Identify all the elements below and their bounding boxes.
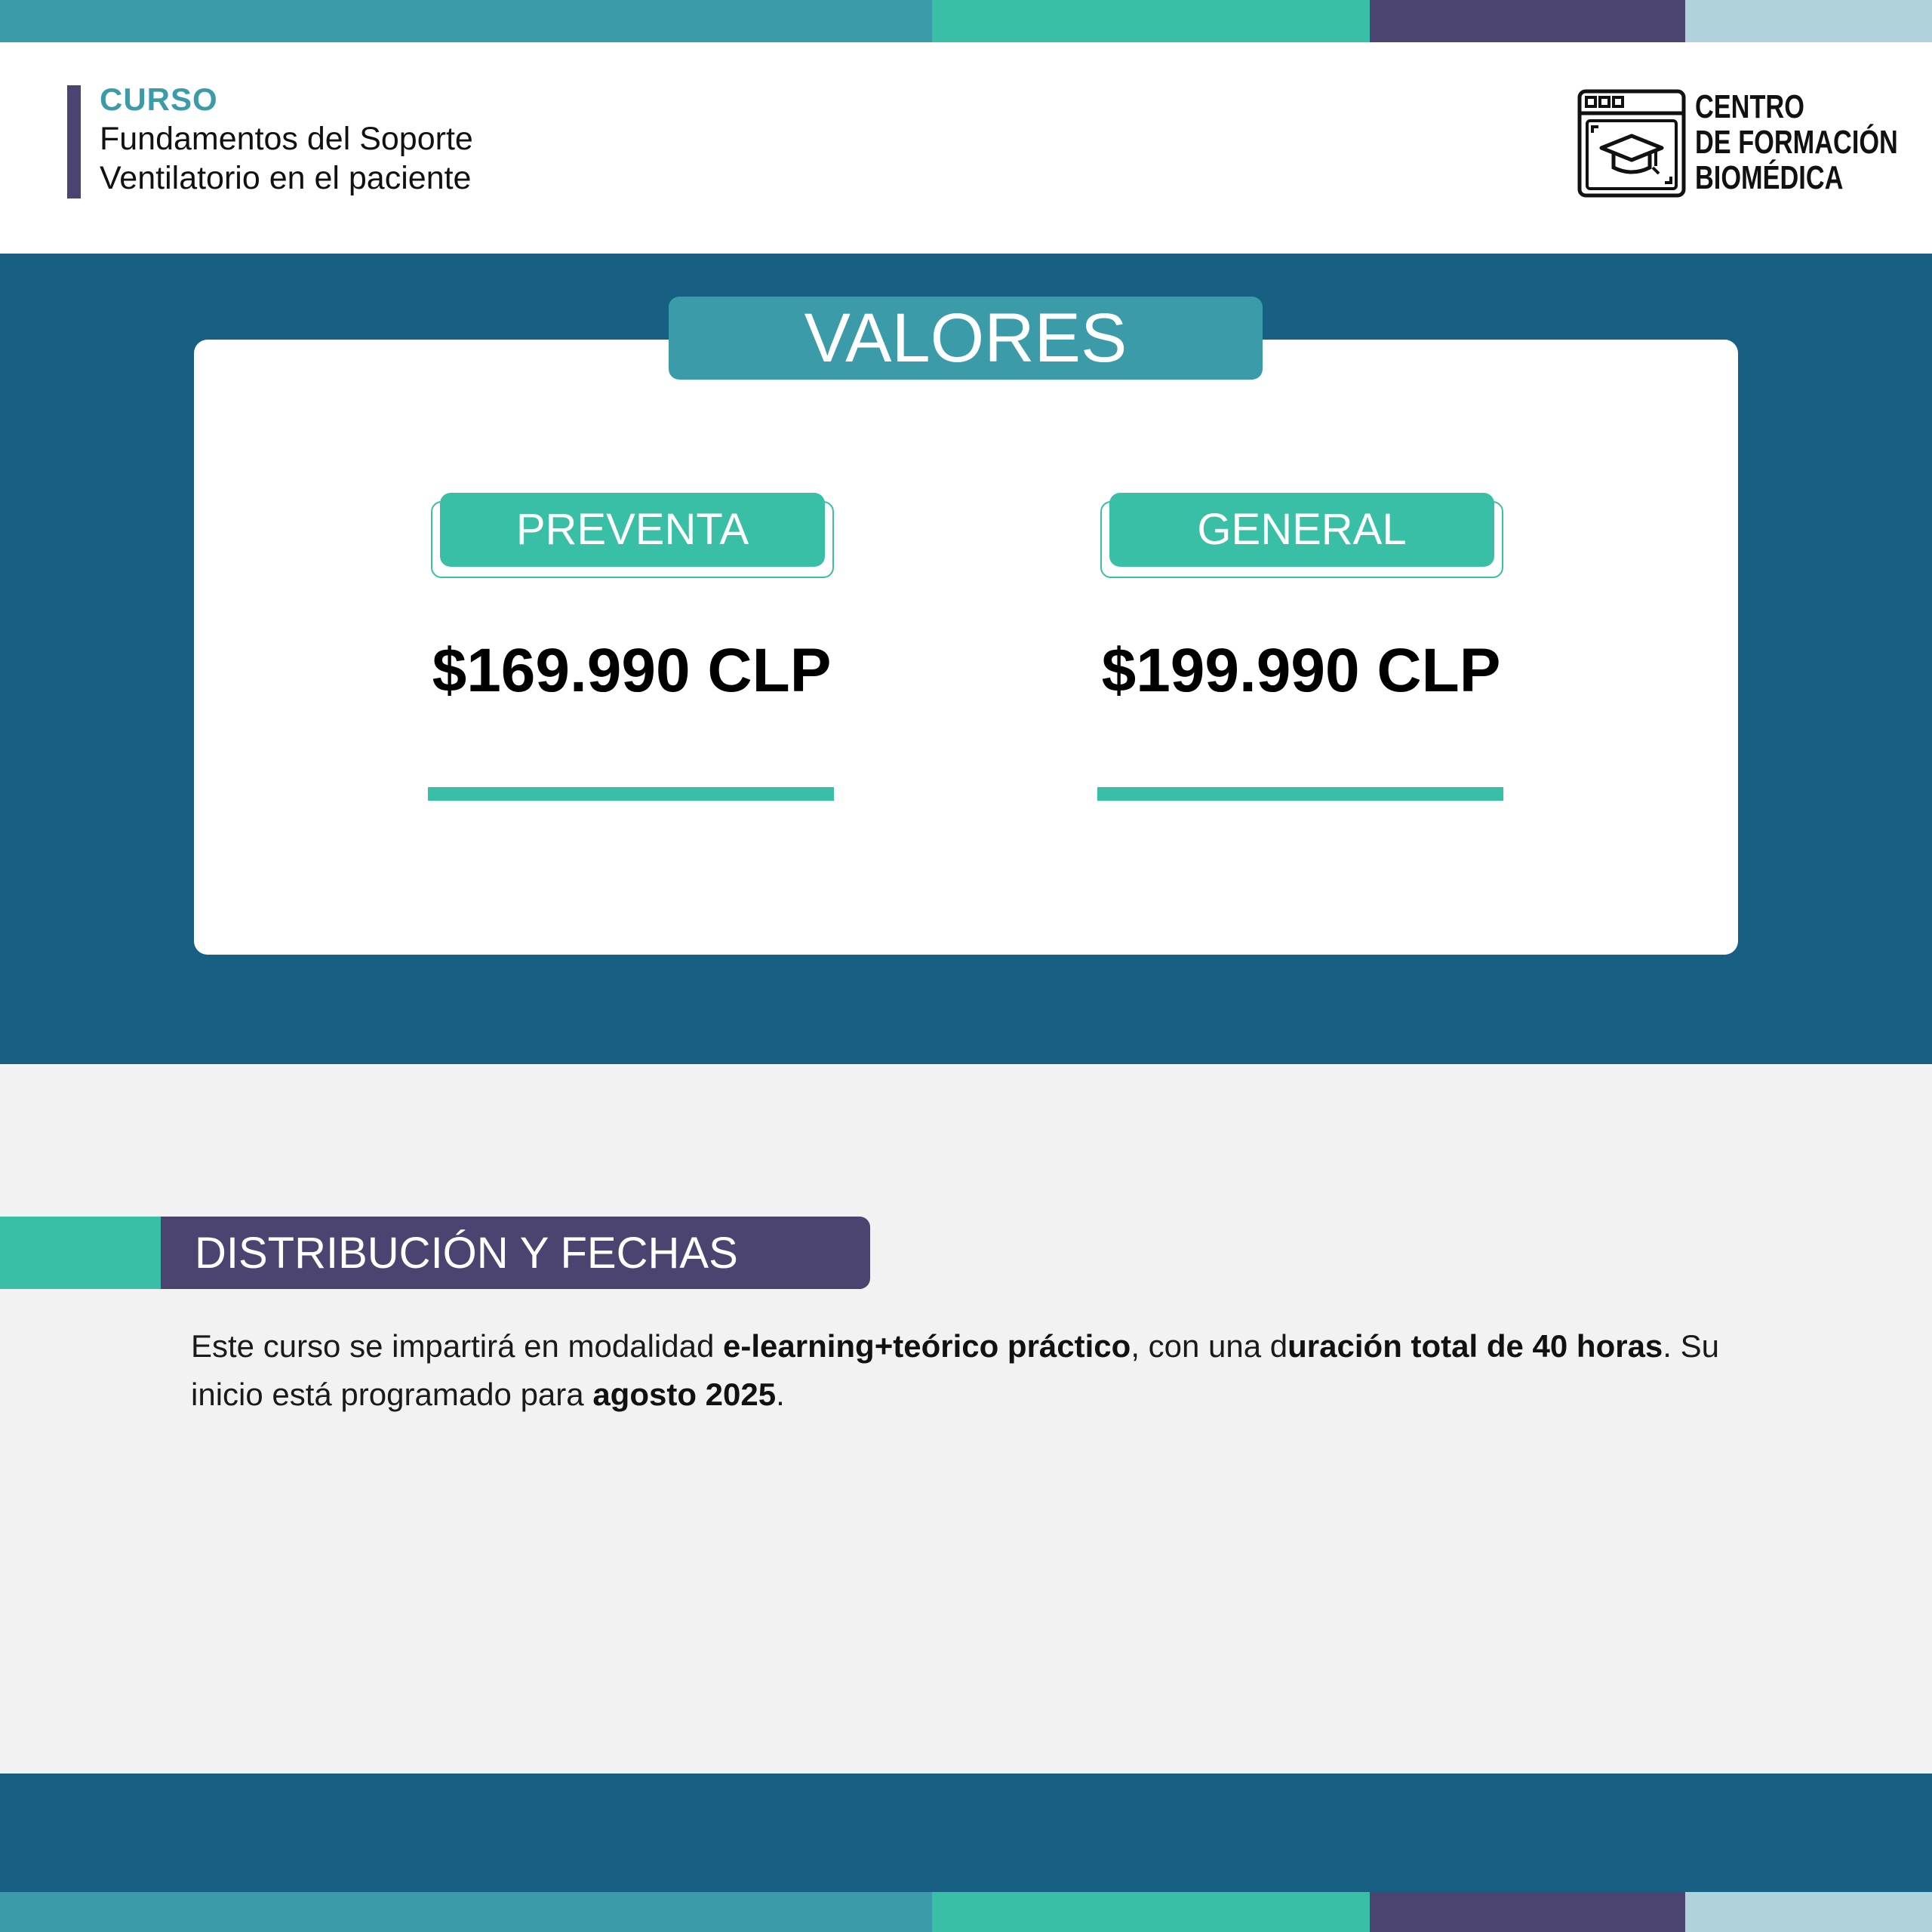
distribution-accent xyxy=(0,1217,162,1289)
bottom-stripe-mint xyxy=(932,1892,1370,1932)
footer-band xyxy=(0,1774,1932,1892)
values-title: VALORES xyxy=(669,297,1263,380)
course-name-line2: Ventilatorio en el paciente xyxy=(100,160,472,196)
bottom-stripe-purple xyxy=(1370,1892,1685,1932)
logo-text xyxy=(1695,89,1898,195)
top-stripe-teal xyxy=(0,0,932,42)
header-accent-bar xyxy=(67,85,81,198)
distribution-section xyxy=(0,1064,1932,1774)
top-stripe-light xyxy=(1685,0,1932,42)
logo-line2: DE FORMACIÓN xyxy=(1695,124,1898,161)
distribution-bold-start: agosto 2025 xyxy=(592,1377,777,1412)
logo-line1: CENTRO xyxy=(1695,88,1804,125)
distribution-text-1: Este curso se impartirá en modalidad xyxy=(191,1328,723,1364)
distribution-text xyxy=(191,1322,1761,1419)
general-price: $199.990 CLP xyxy=(1101,636,1501,705)
course-label: CURSO xyxy=(100,82,218,117)
distribution-text-4: . xyxy=(776,1377,785,1412)
preventa-price: $169.990 CLP xyxy=(432,636,832,705)
course-name-line1: Fundamentos del Soporte xyxy=(100,121,473,157)
top-stripe-purple xyxy=(1370,0,1685,42)
distribution-text-3: . Su inicio está programado para xyxy=(191,1328,1720,1412)
distribution-title: DISTRIBUCIÓN Y FECHAS xyxy=(161,1217,870,1289)
general-label: GENERAL xyxy=(1109,493,1494,567)
logo-line3: BIOMÉDICA xyxy=(1695,159,1844,196)
distribution-text-2: , con una d xyxy=(1131,1328,1288,1364)
distribution-bold-modality: e-learning+teórico práctico xyxy=(723,1328,1131,1364)
top-stripe-mint xyxy=(932,0,1370,42)
preventa-label: PREVENTA xyxy=(440,493,825,567)
distribution-bold-duration: uración total de 40 horas xyxy=(1287,1328,1663,1364)
course-name xyxy=(100,119,628,198)
bottom-stripe-teal xyxy=(0,1892,932,1932)
general-underline xyxy=(1097,787,1503,801)
bottom-stripe-light xyxy=(1685,1892,1932,1932)
preventa-underline xyxy=(428,787,834,801)
